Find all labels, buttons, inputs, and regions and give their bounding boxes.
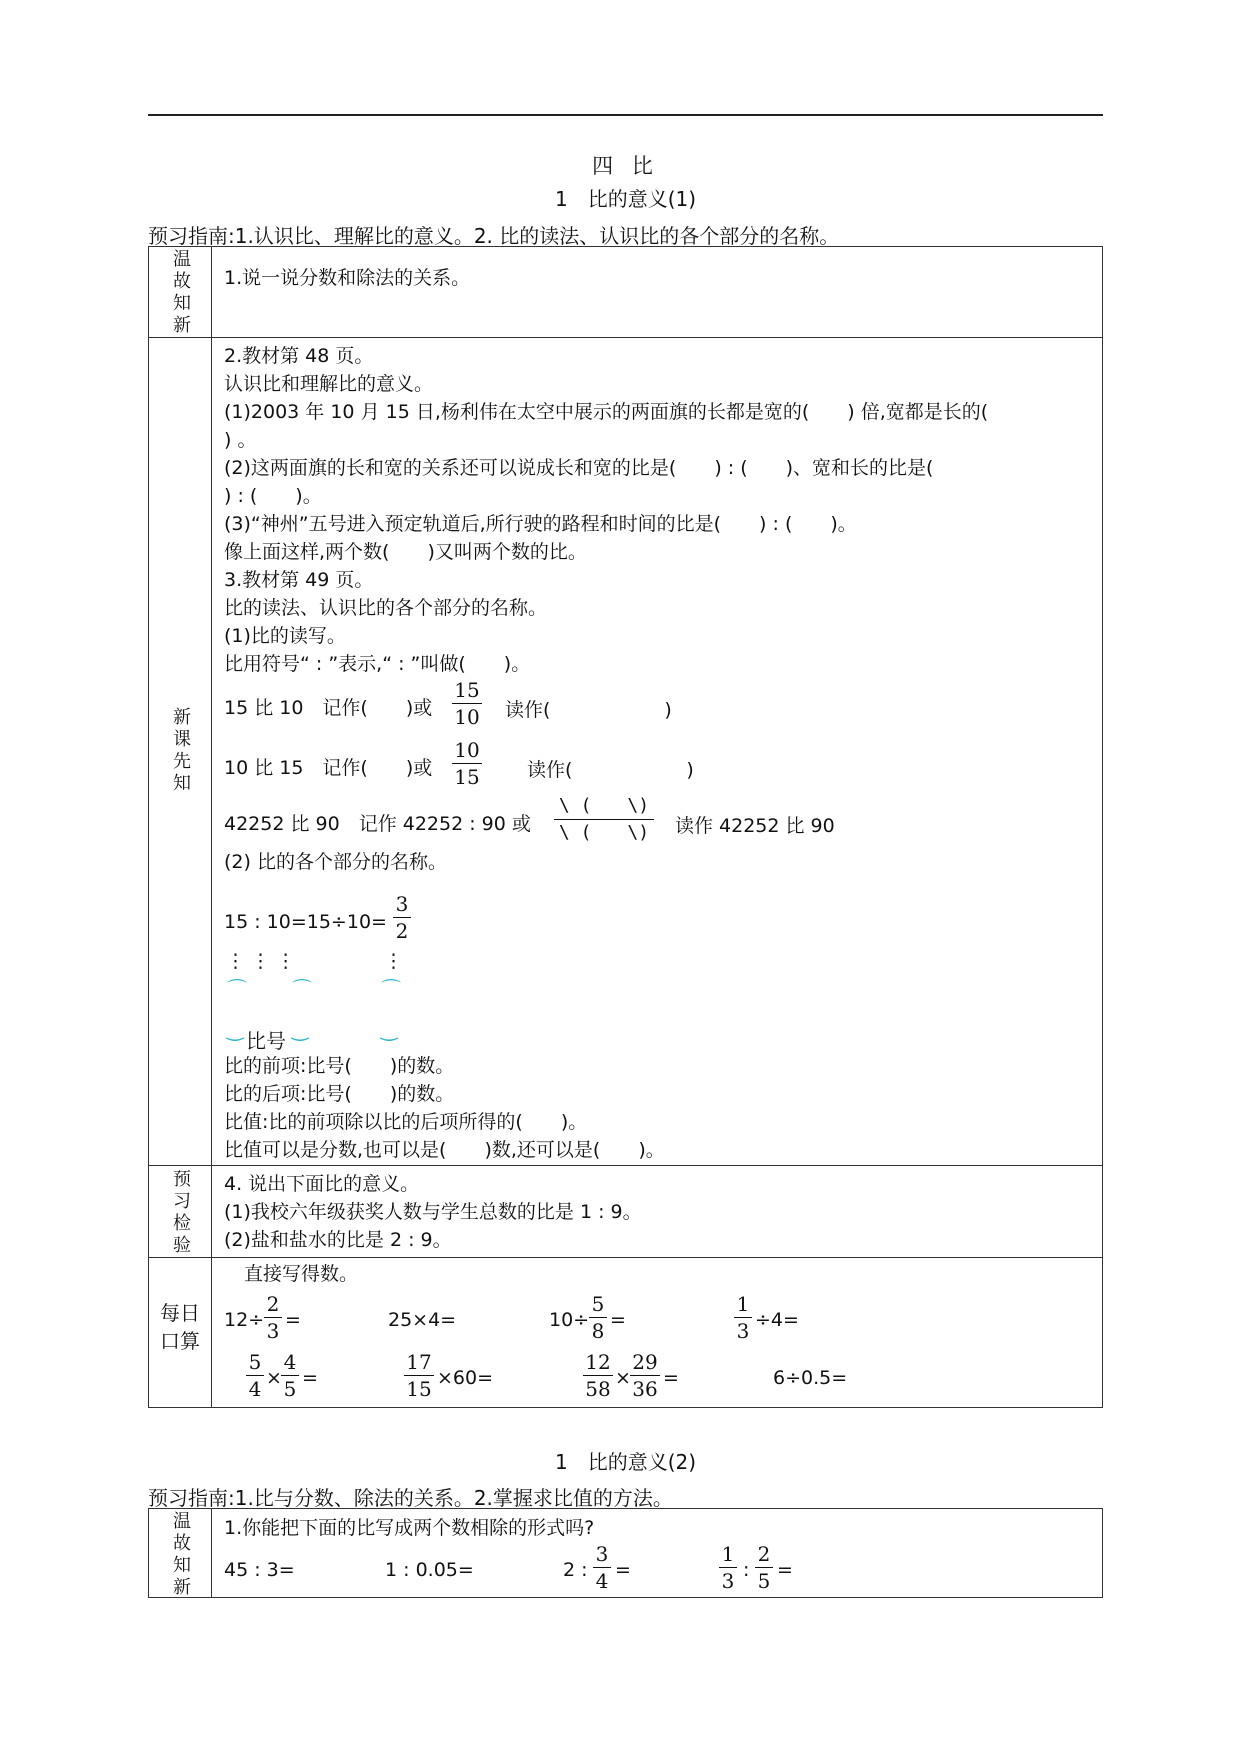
brace-bottom-icon: ‿ [292,1017,309,1041]
row-divider [149,1257,1102,1258]
text-line: 2.教材第 48 页。 [224,345,374,367]
text-line: (1)比的读写。 [224,625,346,647]
review-question: 1.说一说分数和除法的关系。 [224,267,471,289]
label-review: 温故知新 [173,249,191,336]
text-line: (2)盐和盐水的比是 2 : 9。 [224,1229,452,1251]
text-line: 4. 说出下面比的意义。 [224,1173,420,1195]
ratio-d-eq: = [777,1559,793,1581]
brace-top-icon: ⌒ [381,977,401,1001]
calc-e-eq: = [302,1367,318,1389]
example-42252-90-read: 读作 42252 比 90 [675,815,835,837]
calc-a-eq: = [285,1309,301,1331]
text-line: (2) 比的各个部分的名称。 [224,851,447,873]
row-divider [149,337,1102,338]
brace-bottom-icon: ‿ [381,1017,398,1041]
column-divider [211,247,212,1407]
text-line: 比的前项:比号( )的数。 [224,1055,455,1077]
lesson1-table [148,246,1103,1408]
text-line: 3.教材第 49 页。 [224,569,374,591]
calc-g-eq: = [663,1367,679,1389]
text-line: ) : ( )。 [224,485,322,507]
fraction-12-58: $\frac{12}{58}$ [583,1349,613,1402]
column-divider [211,1509,212,1597]
example-10-15: 10 比 15 记作( )或 [224,757,433,779]
calc-a: 12÷ [224,1309,265,1331]
text-line: (3)“神州”五号进入预定轨道后,所行驶的路程和时间的比是( ) : ( )。 [224,513,857,535]
text-line: 比的读法、认识比的各个部分的名称。 [224,597,548,619]
text-line: (2)这两面旗的长和宽的关系还可以说成长和宽的比是( ) : ( )、宽和长的比是( [224,457,934,479]
lesson-title-1: 1 比的意义(1) [554,187,697,211]
text-line: 比值:比的前项除以比的后项所得的( )。 [224,1111,588,1133]
fraction-2-3: $\frac{2}{3}$ [264,1291,282,1344]
text-line: 比用符号“ : ”表示,“ : ”叫做( )。 [224,653,531,675]
row-divider [149,1165,1102,1166]
example-10-15-read: 读作( ) [527,759,694,781]
text-line: (1)2003 年 10 月 15 日,杨利伟在太空中展示的两面旗的长都是宽的( ) 倍,宽都是长的( [224,401,989,423]
example-42252-90: 42252 比 90 记作 42252 : 90 或 [224,813,531,835]
review2-question: 1.你能把下面的比写成两个数相除的形式吗? [224,1517,595,1539]
fraction-10-15: $\frac{10}{15}$ [452,737,482,790]
calc-c: 10÷ [549,1309,590,1331]
ratio-sign-label: 比号 [246,1029,286,1053]
fraction-4-5: $\frac{4}{5}$ [281,1349,299,1402]
brace-top-icon: ⌒ [227,977,247,1001]
text-line: 像上面这样,两个数( )又叫两个数的比。 [224,541,587,563]
fraction-3-4: $\frac{3}{4}$ [593,1541,611,1594]
ratio-equation: 15 : 10=15÷10= [224,911,387,933]
fraction-1-3-b: $\frac{1}{3}$ [719,1541,737,1594]
fraction-3-2: $\frac{3}{2}$ [393,891,411,944]
fraction-29-36: $\frac{29}{36}$ [630,1349,660,1402]
fraction-17-15: $\frac{17}{15}$ [404,1349,434,1402]
fraction-5-4: $\frac{5}{4}$ [246,1349,264,1402]
chapter-title: 四 比 [592,154,659,178]
brace-bottom-icon: ‿ [227,1017,244,1041]
text-line: ) 。 [224,429,257,451]
calc-c-eq: = [610,1309,626,1331]
pointer-dot: ⋮ [384,950,403,972]
ratio-a: 45 : 3= [224,1559,295,1581]
lesson2-table [148,1508,1103,1598]
calc-f: ×60= [437,1367,494,1389]
text-line: 比的后项:比号( )的数。 [224,1083,455,1105]
top-rule [148,114,1103,116]
ratio-c: 2 : [563,1559,588,1581]
text-line: 比值可以是分数,也可以是( )数,还可以是( )。 [224,1139,665,1161]
calc-d: ÷4= [755,1309,799,1331]
label-daily: 每日口算 [160,1301,200,1353]
ratio-d-colon: : [743,1559,750,1581]
label-new-lesson: 新课先知 [173,707,191,794]
fraction-blank: \ ( \) \ ( \) [554,793,654,846]
label-review-2: 温故知新 [173,1511,191,1598]
brace-top-icon: ⌒ [292,977,312,1001]
text-line: 认识比和理解比的意义。 [224,373,434,395]
label-check: 预习检验 [173,1169,191,1256]
lesson-title-2: 1 比的意义(2) [554,1450,697,1474]
daily-title: 直接写得数。 [244,1263,359,1285]
ratio-c-eq: = [615,1559,631,1581]
pointer-dots: ⋮ ⋮ ⋮ [226,950,296,972]
fraction-5-8: $\frac{5}{8}$ [589,1291,607,1344]
calc-b: 25×4= [388,1309,457,1331]
text-line: (1)我校六年级获奖人数与学生总数的比是 1 : 9。 [224,1201,642,1223]
fraction-1-3: $\frac{1}{3}$ [734,1291,752,1344]
calc-h: 6÷0.5= [773,1367,848,1389]
ratio-b: 1 : 0.05= [385,1559,474,1581]
fraction-2-5: $\frac{2}{5}$ [755,1541,773,1594]
preview-guide-1: 预习指南:1.认识比、理解比的意义。2. 比的读法、认识比的各个部分的名称。 [148,224,840,248]
calc-e-times: × [266,1367,282,1389]
preview-guide-2: 预习指南:1.比与分数、除法的关系。2.掌握求比值的方法。 [148,1486,673,1510]
example-15-10-read: 读作( ) [505,699,672,721]
fraction-15-10: $\frac{15}{10}$ [452,677,482,730]
calc-g-times: × [615,1367,631,1389]
example-15-10: 15 比 10 记作( )或 [224,697,433,719]
